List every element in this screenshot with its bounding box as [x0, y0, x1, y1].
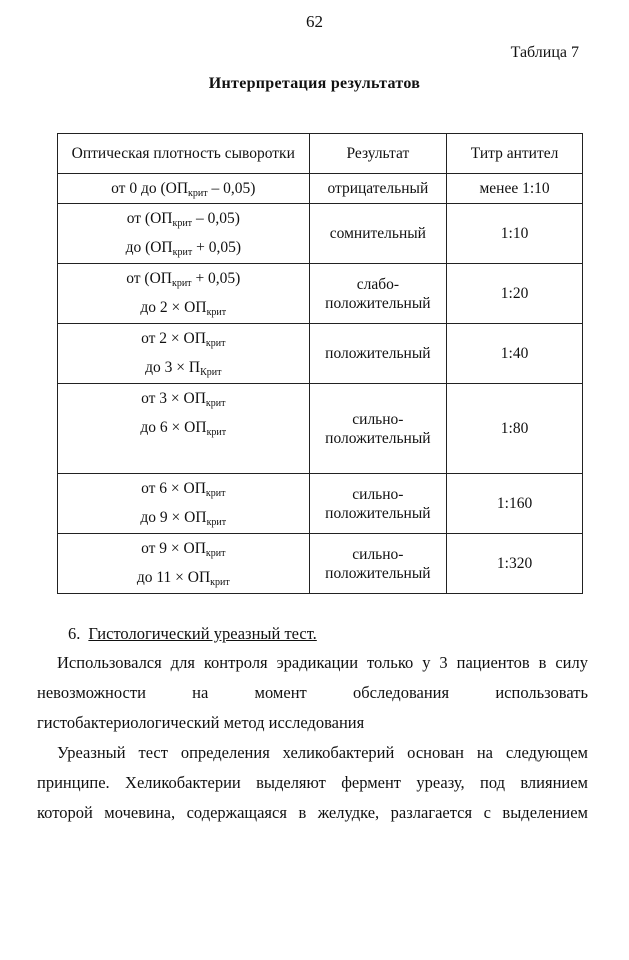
- section-heading: [68, 624, 317, 644]
- cell-result: [309, 264, 447, 324]
- cell-result: [309, 384, 447, 474]
- cell-optical-density: [58, 204, 310, 264]
- section-title: Гистологический уреазный тест.: [88, 624, 317, 643]
- result-line: сильно-: [352, 410, 404, 428]
- cell-optical-density: [58, 324, 310, 384]
- result-line: сильно-: [352, 545, 404, 563]
- cell-titer: 1:160: [447, 474, 583, 534]
- od-line: от $2 \times ОП_{крит}$: [141, 330, 226, 349]
- result-line: положительный: [325, 294, 431, 312]
- result-line: сильно-: [352, 485, 404, 503]
- result-line: положительный: [325, 429, 431, 447]
- od-line: до $3 \times П_{Крит}$: [145, 359, 222, 378]
- od-line: до $2 \times ОП_{крит}$: [140, 299, 227, 318]
- cell-result: [309, 174, 447, 204]
- od-line: от $6 \times ОП_{крит}$: [141, 480, 226, 499]
- header-optical-density: Оптическая плотность сыворотки: [58, 134, 310, 174]
- cell-titer: 1:80: [447, 384, 583, 474]
- cell-titer: 1:320: [447, 534, 583, 594]
- paragraph-line: невозможности на момент обследования использовать: [37, 683, 588, 702]
- paragraph-1: [37, 648, 588, 738]
- od-line: до $6 \times ОП_{крит}$: [140, 419, 227, 438]
- paragraph-line: Уреазный тест определения хеликобактерий основан на следующем: [57, 743, 588, 762]
- table-row: [58, 264, 583, 324]
- table-body: [58, 174, 583, 594]
- cell-titer: 1:10: [447, 204, 583, 264]
- result-line: сомнительный: [329, 225, 426, 242]
- cell-optical-density: [58, 534, 310, 594]
- section-number: 6.: [68, 624, 81, 643]
- result-line: положительный: [325, 345, 431, 362]
- cell-result: [309, 324, 447, 384]
- page-number: 62: [306, 12, 323, 31]
- od-line: до $11 \times ОП_{крит}$: [136, 569, 230, 588]
- table-row: [58, 534, 583, 594]
- table-row: [58, 174, 583, 204]
- header-result: Результат: [309, 134, 447, 174]
- cell-optical-density: [58, 174, 310, 204]
- result-line: положительный: [325, 564, 431, 582]
- cell-result: [309, 204, 447, 264]
- result-line: отрицательный: [327, 180, 429, 197]
- cell-optical-density: [58, 384, 310, 474]
- od-line: от $3 \times ОП_{крит}$: [141, 390, 226, 409]
- table-row: [58, 324, 583, 384]
- paragraph-line: которой мочевина, содержащаяся в желудке, разлагается с выделением: [37, 803, 588, 822]
- od-line: от $(ОП_{крит} + 0,05)$: [126, 270, 241, 289]
- cell-result: [309, 534, 447, 594]
- table-row: [58, 204, 583, 264]
- cell-titer: 1:40: [447, 324, 583, 384]
- paragraph-2: [37, 738, 588, 828]
- cell-optical-density: [58, 474, 310, 534]
- od-line: от $(ОП_{крит} - 0,05)$: [126, 210, 240, 229]
- result-line: положительный: [325, 504, 431, 522]
- table-title: Интерпретация результатов: [208, 75, 421, 92]
- cell-titer: 1:20: [447, 264, 583, 324]
- od-line: до $9 \times ОП_{крит}$: [140, 509, 227, 528]
- od-line: до $(ОП_{крит} + 0,05)$: [125, 239, 241, 258]
- od-line: от 0 до $(ОП_{крит} - 0,05)$: [111, 180, 256, 199]
- table-row: [58, 474, 583, 534]
- header-titer: Титр антител: [447, 134, 583, 174]
- table-header-row: [58, 134, 583, 174]
- results-table: [57, 133, 583, 594]
- table-row: [58, 384, 583, 474]
- paragraph-line: Использовался для контроля эрадикации только у 3 пациентов в силу: [57, 653, 588, 672]
- paragraph-line: гистобактериологический метод исследования: [37, 713, 365, 732]
- paragraph-line: принципе. Хеликобактерии выделяют фермент уреазу, под влиянием: [37, 773, 588, 792]
- cell-titer: менее 1:10: [447, 174, 583, 204]
- cell-result: [309, 474, 447, 534]
- table-label: Таблица 7: [510, 44, 579, 61]
- result-line: слабо-: [356, 275, 399, 293]
- od-line: от $9 \times ОП_{крит}$: [141, 540, 226, 559]
- cell-optical-density: [58, 264, 310, 324]
